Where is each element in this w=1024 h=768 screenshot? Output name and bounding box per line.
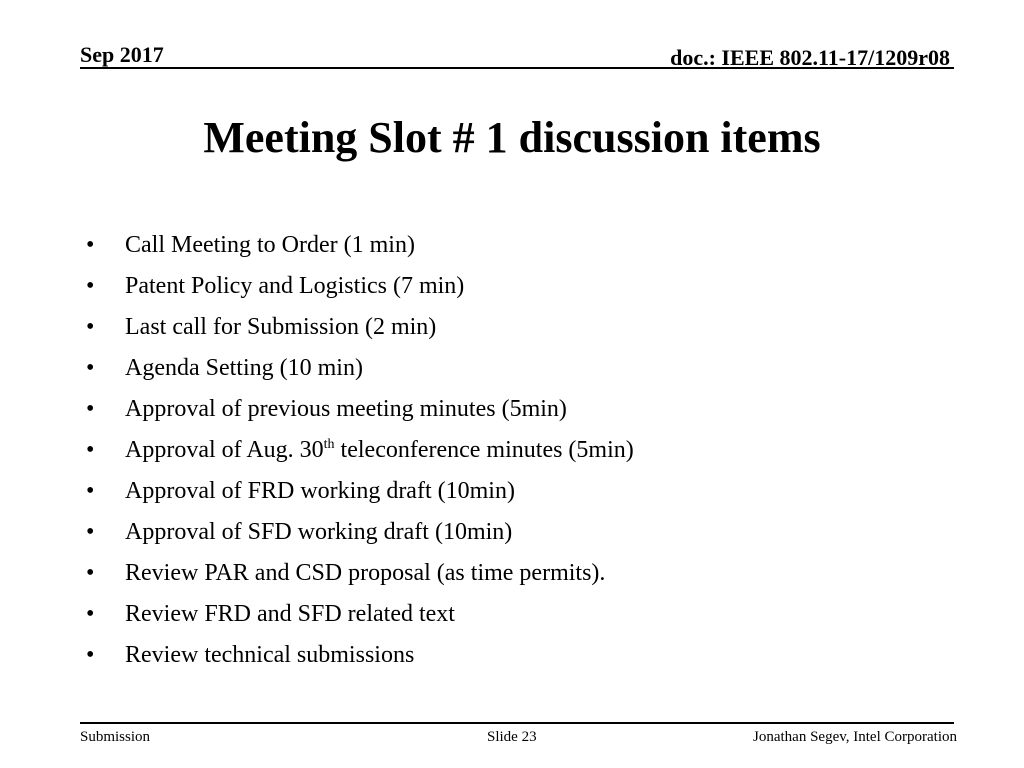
list-item-text: Patent Policy and Logistics (7 min) [125, 273, 465, 299]
bullet-icon: • [86, 437, 95, 463]
list-item-text: Review PAR and CSD proposal (as time permits). [125, 560, 606, 586]
footer-slide-number: Slide 23 [487, 729, 537, 745]
bullet-icon: • [86, 355, 95, 381]
bullet-icon: • [86, 273, 95, 299]
list-item-text: Approval of FRD working draft (10min) [125, 478, 515, 504]
list-item-text: Last call for Submission (2 min) [125, 314, 437, 340]
list-item-text [125, 430, 634, 471]
bullet-icon: • [86, 519, 95, 545]
ordinal-suffix: th [323, 437, 335, 452]
list-item-text: Agenda Setting (10 min) [125, 355, 363, 381]
footer-author: Jonathan Segev, Intel Corporation [753, 729, 957, 745]
list-item-text-start: Approval of Aug. 30 [125, 437, 324, 463]
list-item-text: Review technical submissions [125, 642, 415, 668]
bullet-icon: • [86, 601, 95, 627]
bullet-icon: • [86, 396, 95, 422]
header-rule [80, 67, 954, 69]
list-item-text: Call Meeting to Order (1 min) [125, 232, 415, 258]
list-item-text: Review FRD and SFD related text [125, 601, 455, 627]
footer-rule [80, 722, 954, 724]
header-doc-id: doc.: IEEE 802.11-17/1209r08 [670, 45, 950, 70]
header-date: Sep 2017 [80, 42, 164, 67]
list-item-text: Approval of previous meeting minutes (5min) [125, 396, 567, 422]
bullet-icon: • [86, 478, 95, 504]
bullet-icon: • [86, 232, 95, 258]
bullet-icon: • [86, 642, 95, 668]
bullet-icon: • [86, 314, 95, 340]
list-item-text: Approval of SFD working draft (10min) [125, 519, 513, 545]
list-item-text-end: teleconference minutes (5min) [334, 437, 634, 463]
footer-submission: Submission [80, 729, 151, 745]
slide-title: Meeting Slot # 1 discussion items [203, 113, 821, 162]
bullet-icon: • [86, 560, 95, 586]
